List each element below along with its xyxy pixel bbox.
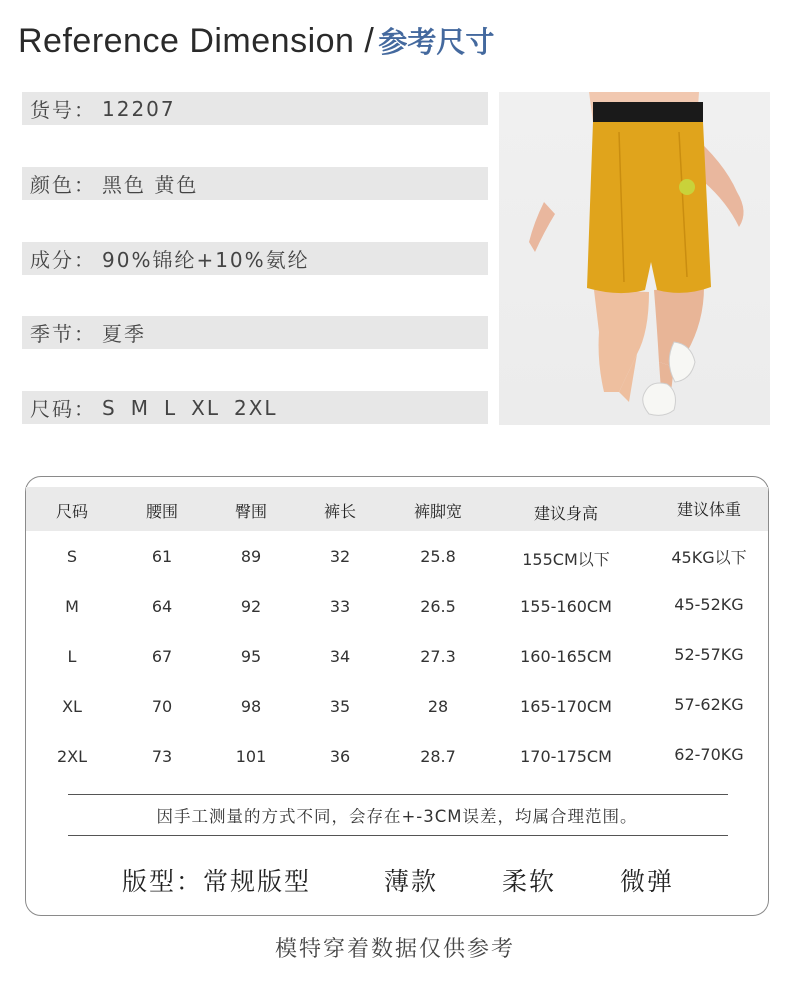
cell-length: 36	[329, 747, 351, 766]
cell-hem-width: 26.5	[420, 597, 456, 616]
size-option: S	[102, 395, 117, 420]
cell-weight: 45KG以下	[671, 548, 747, 567]
cell-size: S	[66, 547, 78, 566]
cell-height: 170-175CM	[520, 747, 612, 766]
cell-hip: 101	[235, 747, 267, 766]
info-season	[22, 316, 488, 349]
sizes-value	[102, 396, 292, 420]
color-label: 颜色：	[30, 173, 96, 197]
page-header	[18, 20, 494, 60]
cell-hip: 92	[240, 597, 262, 616]
cell-hem-width: 28	[427, 697, 449, 716]
feature-fit: 版型：常规版型	[122, 867, 312, 896]
cell-waist: 70	[151, 697, 173, 716]
cell-waist: 64	[151, 597, 173, 616]
info-item-no	[22, 92, 488, 125]
cell-hip: 89	[240, 547, 262, 566]
shorts	[587, 122, 711, 293]
cell-height: 165-170CM	[520, 697, 612, 716]
product-photo	[499, 92, 770, 425]
size-option: M	[130, 395, 150, 420]
header-waist: 腰围	[145, 502, 178, 521]
feature-stretch: 微弹	[620, 867, 675, 896]
size-option: 2XL	[233, 395, 278, 420]
feature-softness: 柔软	[502, 867, 557, 896]
header-height: 建议身高	[533, 504, 598, 523]
divider-bottom	[68, 835, 728, 836]
cell-hip: 95	[240, 647, 262, 666]
item-no-label: 货号：	[30, 98, 96, 122]
cell-waist: 61	[151, 547, 173, 566]
title-chinese: 参考尺寸	[378, 25, 495, 59]
season-label: 季节：	[30, 322, 96, 346]
cell-size: L	[67, 647, 77, 666]
measurement-note: 因手工测量的方式不同，会存在+-3CM误差，均属合理范围。	[156, 807, 638, 826]
size-option: XL	[191, 395, 220, 420]
feature-thickness: 薄款	[384, 867, 439, 896]
cell-weight: 62-70KG	[674, 745, 744, 764]
cell-waist: 67	[151, 647, 173, 666]
header-hip: 臀围	[234, 502, 267, 521]
cell-length: 34	[329, 647, 351, 666]
header-length: 裤长	[323, 502, 356, 521]
waistband	[593, 102, 703, 122]
table-header-row	[26, 487, 768, 531]
cell-hem-width: 27.3	[420, 647, 456, 666]
sizes-label: 尺码：	[30, 397, 96, 421]
color-value: 黑色 黄色	[102, 173, 199, 197]
cell-length: 35	[329, 697, 351, 716]
model-shorts-illustration	[499, 92, 770, 425]
item-no-value: 12207	[102, 96, 176, 121]
cell-hem-width: 28.7	[420, 747, 456, 766]
cell-hem-width: 25.8	[420, 547, 456, 566]
cell-size: M	[65, 597, 79, 616]
cell-length: 33	[329, 597, 351, 616]
cell-weight: 57-62KG	[674, 695, 744, 714]
composition-value: 90%锦纶+10%氨纶	[102, 248, 310, 272]
info-color	[22, 167, 488, 200]
cell-waist: 73	[151, 747, 173, 766]
logo-emblem	[679, 179, 695, 195]
header-hem-width: 裤脚宽	[413, 502, 462, 521]
header-weight: 建议体重	[676, 500, 741, 519]
cell-weight: 45-52KG	[674, 595, 744, 614]
divider-top	[68, 794, 728, 795]
info-sizes	[22, 391, 488, 424]
size-table-card	[25, 476, 769, 916]
cell-height: 155CM以下	[522, 550, 610, 569]
cell-size: 2XL	[56, 747, 88, 766]
season-value: 夏季	[102, 322, 146, 346]
size-option: L	[163, 395, 178, 420]
footer-note: 模特穿着数据仅供参考	[274, 937, 515, 962]
cell-height: 155-160CM	[520, 597, 612, 616]
composition-label: 成分：	[30, 248, 96, 272]
cell-height: 160-165CM	[520, 647, 612, 666]
cell-hip: 98	[240, 697, 262, 716]
cell-length: 32	[329, 547, 351, 566]
cell-size: XL	[62, 697, 82, 716]
cell-weight: 52-57KG	[674, 645, 744, 664]
title-english: Reference Dimension /	[18, 22, 375, 60]
info-composition	[22, 242, 488, 275]
header-size: 尺码	[55, 502, 88, 521]
